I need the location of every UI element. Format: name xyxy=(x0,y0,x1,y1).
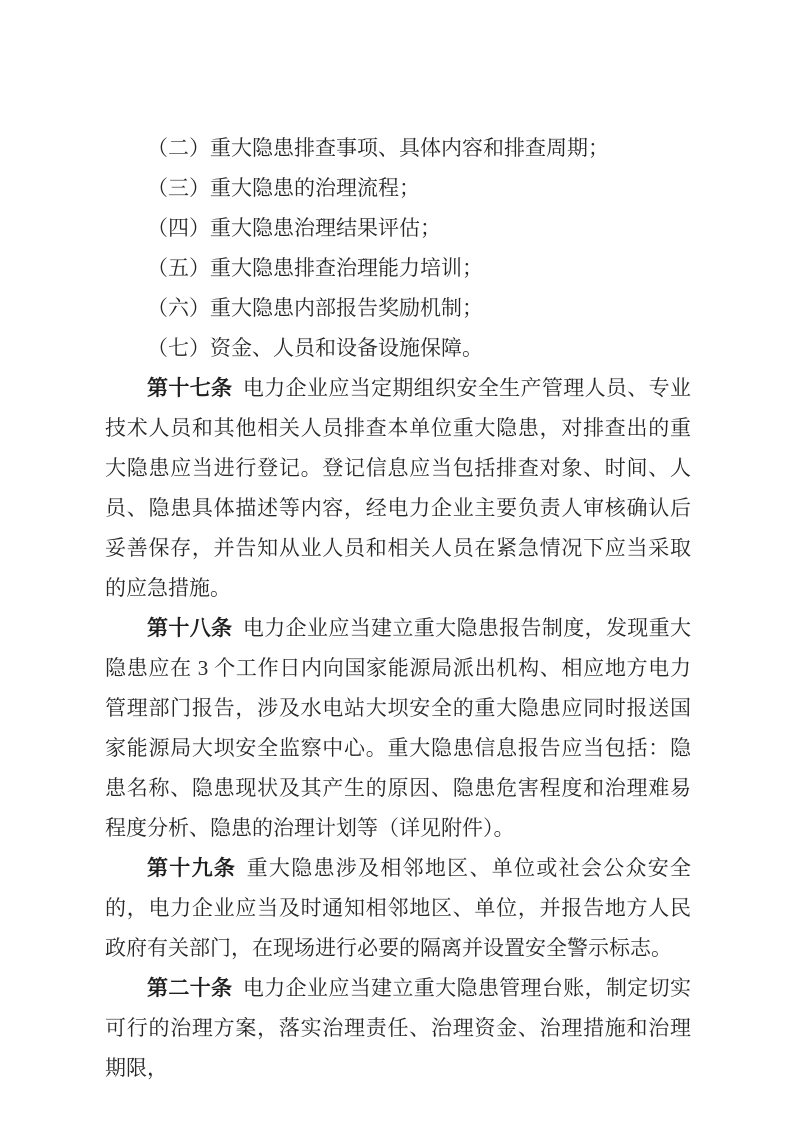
list-item-5: （五）重大隐患排查治理能力培训； xyxy=(147,256,483,280)
list-item-7: （七）资金、人员和设备设施保障。 xyxy=(147,336,483,360)
article-20 xyxy=(105,968,691,1088)
list-item-6: （六）重大隐患内部报告奖励机制； xyxy=(147,296,483,320)
list-item-4: （四）重大隐患治理结果评估； xyxy=(147,216,441,240)
article-19-text: 重大隐患涉及相邻地区、单位或社会公众安全的，电力企业应当及时通知相邻地区、单位，并报告地方人民政府有关部门，在现场进行必要的隔离并设置安全警示标志。 xyxy=(105,856,692,960)
article-18 xyxy=(105,608,691,848)
article-18-number: 第十八条 xyxy=(147,616,233,640)
article-20-text: 电力企业应当建立重大隐患管理台账，制定切实可行的治理方案，落实治理责任、治理资金、治理措施和治理期限， xyxy=(105,976,692,1080)
article-18-text: 电力企业应当建立重大隐患报告制度，发现重大隐患应在 3 个工作日内向国家能源局派出机构、相应地方电力管理部门报告，涉及水电站大坝安全的重大隐患应同时报送国家能源局大坝安全监察中心。重大隐患信息报告应当包括：隐患名称、隐患现状及其产生的原因、隐患危害程度和治理难易程度分析、隐患的治理计划等（详见附件）。 xyxy=(105,616,692,840)
article-17-text: 电力企业应当定期组织安全生产管理人员、专业技术人员和其他相关人员排查本单位重大隐患，对排查出的重大隐患应当进行登记。登记信息应当包括排查对象、时间、人员、隐患具体描述等内容，经电力企业主要负责人审核确认后妥善保存，并告知从业人员和相关人员在紧急情况下应当采取的应急措施。 xyxy=(105,376,692,600)
article-17-number: 第十七条 xyxy=(147,376,233,400)
list-item-2: （二）重大隐患排查事项、具体内容和排查周期； xyxy=(147,136,609,160)
article-20-number: 第二十条 xyxy=(147,976,233,1000)
list-item-3: （三）重大隐患的治理流程； xyxy=(147,176,420,200)
document-body xyxy=(105,128,691,1088)
article-19-number: 第十九条 xyxy=(147,856,237,880)
article-19 xyxy=(105,848,691,968)
article-17 xyxy=(105,368,691,608)
